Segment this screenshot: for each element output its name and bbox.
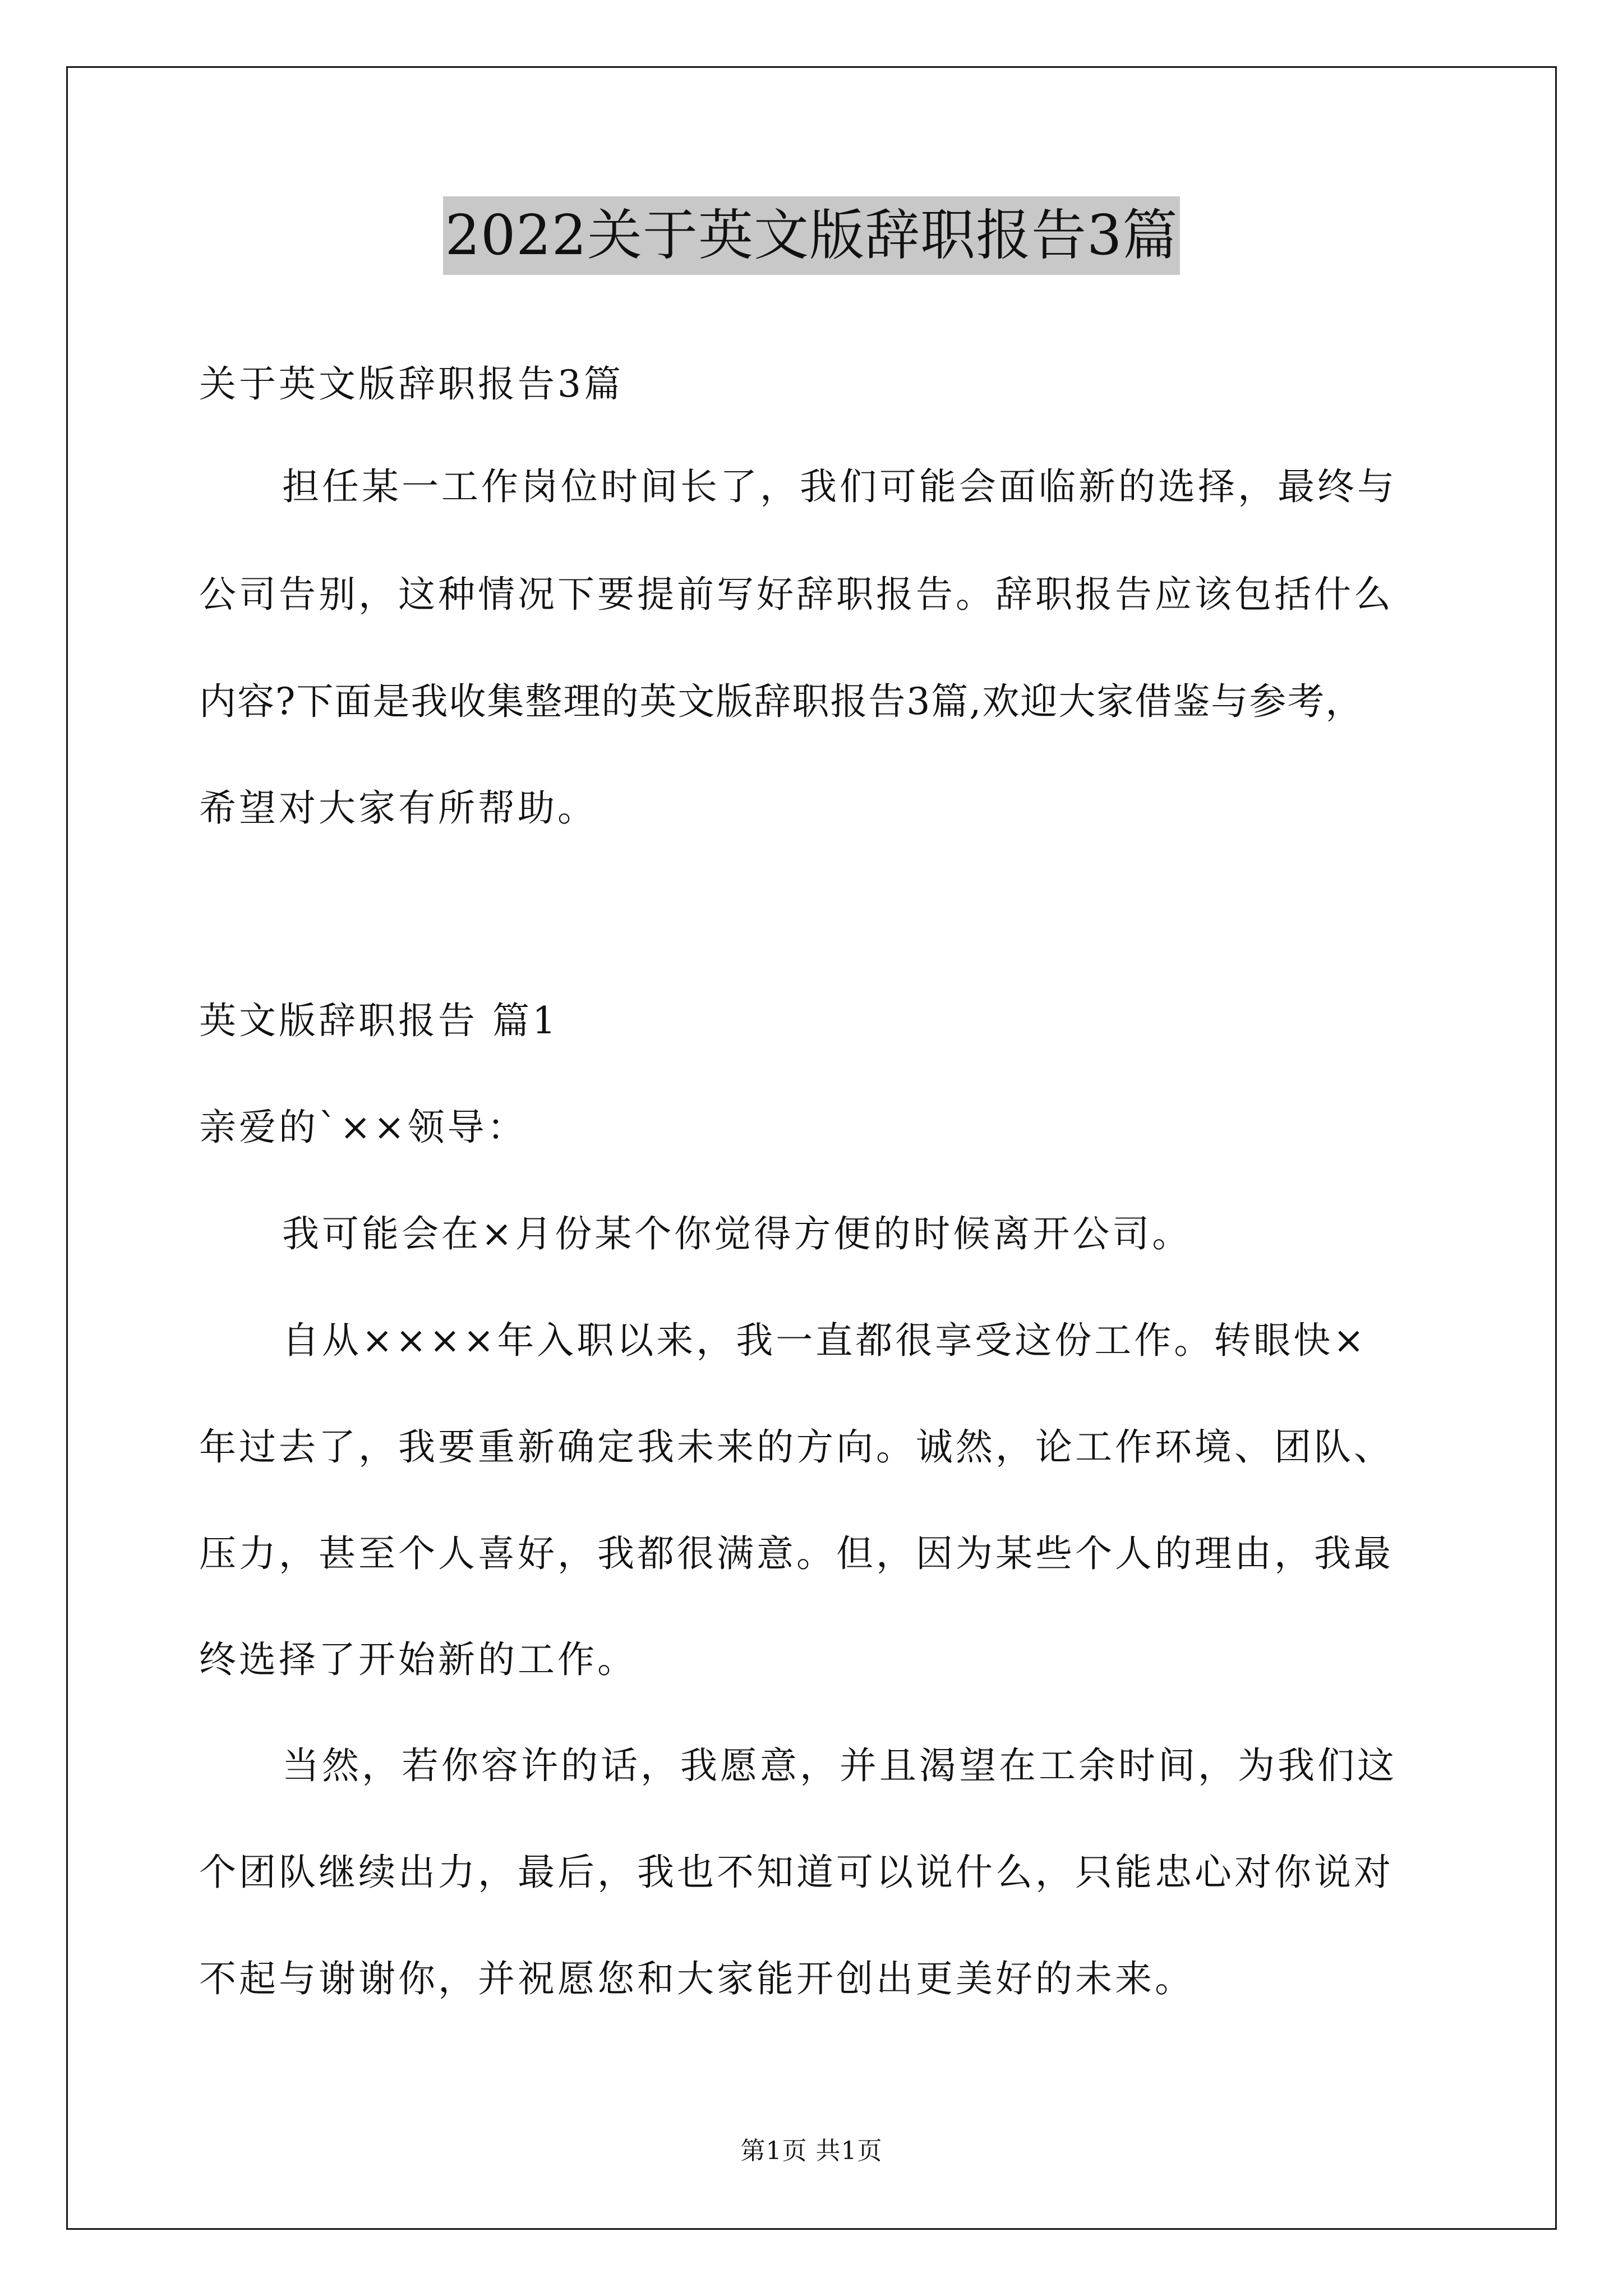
intro-line-2: 公司告别，这种情况下要提前写好辞职报告。辞职报告应该包括什么	[199, 573, 1394, 616]
body-line-4: 压力，甚至个人喜好，我都很满意。但，因为某些个人的理由，我最	[199, 1532, 1394, 1575]
intro-line-3: 内容?下面是我收集整理的英文版辞职报告3篇,欢迎大家借鉴与参考，	[199, 680, 1364, 723]
body-line-7: 个团队继续出力，最后，我也不知道可以说什么，只能忠心对你说对	[199, 1851, 1394, 1894]
section-heading: 英文版辞职报告 篇1	[199, 999, 559, 1042]
body-line-3: 年过去了，我要重新确定我未来的方向。诚然，论工作环境、团队、	[199, 1425, 1394, 1469]
document-subtitle: 关于英文版辞职报告3篇	[199, 362, 624, 406]
document-title: 2022关于英文版辞职报告3篇	[443, 196, 1181, 275]
body-line-2: 自从××××年入职以来，我一直都很享受这份工作。转眼快×	[282, 1319, 1367, 1362]
body-line-6: 当然，若你容许的话，我愿意，并且渴望在工余时间，为我们这	[282, 1744, 1397, 1787]
body-line-8: 不起与谢谢你，并祝愿您和大家能开创出更美好的未来。	[199, 1957, 1195, 2000]
title-container	[0, 196, 1623, 275]
body-line-1: 我可能会在×月份某个你觉得方便的时候离开公司。	[282, 1212, 1192, 1255]
intro-line-4: 希望对大家有所帮助。	[199, 786, 597, 830]
page-number-footer: 第1页 共1页	[740, 2137, 883, 2165]
intro-line-1: 担任某一工作岗位时间长了，我们可能会面临新的选择，最终与	[282, 465, 1397, 508]
body-line-5: 终选择了开始新的工作。	[199, 1638, 637, 1681]
salutation: 亲爱的`××领导：	[199, 1106, 527, 1149]
